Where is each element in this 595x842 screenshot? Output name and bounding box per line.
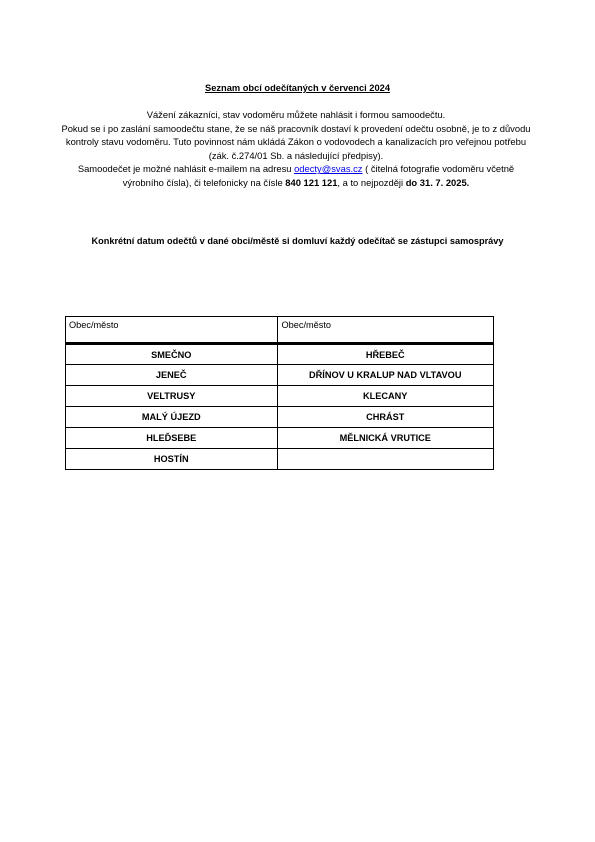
table-header-cell: Obec/město <box>66 317 278 344</box>
municipality-cell: HOSTÍN <box>66 449 278 470</box>
table-header-cell: Obec/město <box>277 317 494 344</box>
table-header-row <box>66 317 494 344</box>
email-link[interactable]: odecty@svas.cz <box>294 163 363 175</box>
intro-line-2: Pokud se i po zaslání samoodečtu stane, že se náš pracovník dostaví k provedení odečtu osobně, je to z důvodu kontroly stavu vodoměru. Tuto povinnost nám ukládá Zákon o vodovodech a kanalizacích pro veřejnou potřebu (zák. č.274/01 Sb. a následující předpisy). <box>61 122 531 161</box>
document-title: Seznam obcí odečítaných v červenci 2024 <box>205 83 390 93</box>
municipality-cell: SMEČNO <box>66 344 278 365</box>
municipality-cell <box>277 449 494 470</box>
phone-number: 840 121 121 <box>285 176 338 188</box>
reading-date-notice: Konkrétní datum odečtů v dané obci/městě si domluví každý odečítač se zástupci samosprávy <box>91 236 504 246</box>
municipality-cell: MALÝ ÚJEZD <box>66 407 278 428</box>
intro-paragraph <box>58 108 534 190</box>
municipality-cell: KLECANY <box>277 386 494 407</box>
table-row <box>66 449 494 470</box>
municipality-cell: DŘÍNOV U KRALUP NAD VLTAVOU <box>277 365 494 386</box>
deadline-date: do 31. 7. 2025. <box>405 176 470 188</box>
municipality-cell: CHRÁST <box>277 407 494 428</box>
intro-line-3-end: , a to nejpozději <box>337 176 406 188</box>
intro-line-3-start: Samoodečet je možné nahlásit e-mailem na adresu <box>77 163 295 175</box>
table-row <box>66 365 494 386</box>
municipality-cell: HLEĎSEBE <box>66 428 278 449</box>
table-row <box>66 428 494 449</box>
table-row <box>66 386 494 407</box>
table-row <box>66 407 494 428</box>
municipalities-table <box>65 316 494 470</box>
municipality-cell: VELTRUSY <box>66 386 278 407</box>
municipality-cell: JENEČ <box>66 365 278 386</box>
municipality-cell: MĚLNICKÁ VRUTICE <box>277 428 494 449</box>
municipality-cell: HŘEBEČ <box>277 344 494 365</box>
table-row <box>66 344 494 365</box>
intro-line-3-middle: ( čitelná fotografie vodoměru včetně výrobního čísla), či telefonicky na čísle <box>122 163 515 188</box>
intro-line-1: Vážení zákazníci, stav vodoměru můžete nahlásit i formou samoodečtu. <box>146 109 446 120</box>
